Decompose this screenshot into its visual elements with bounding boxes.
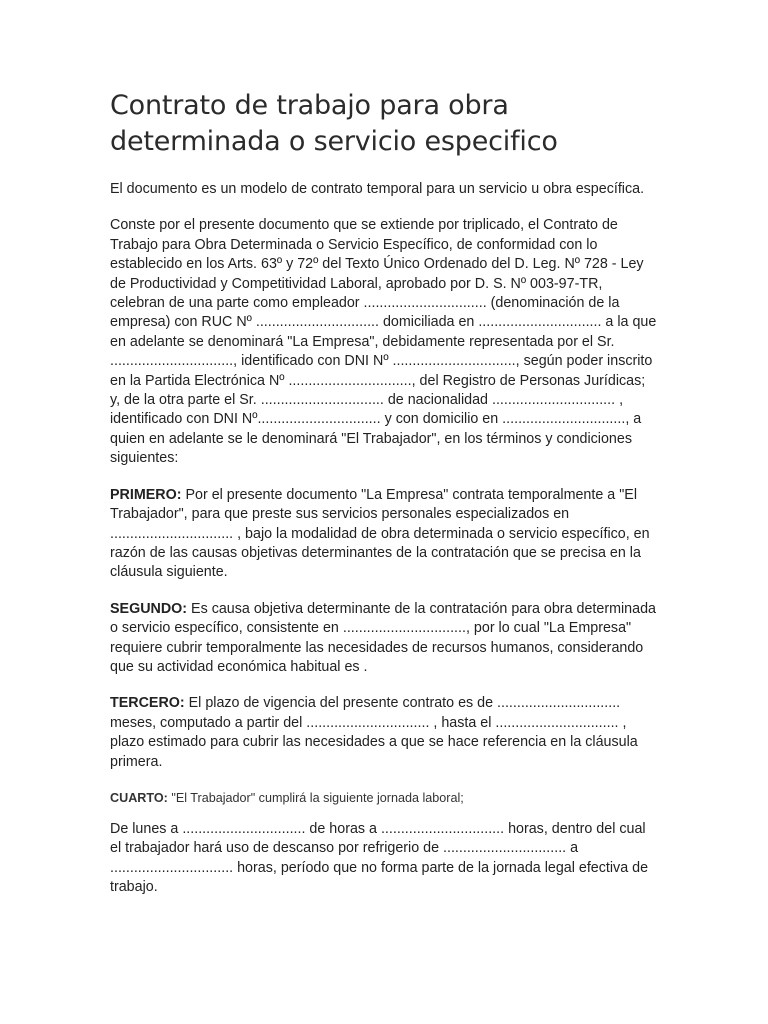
contract-preamble: Conste por el presente documento que se extiende por triplicado, el Contrato de Trabajo para Obra Determinada o Servicio Específico, de conformidad con lo establecido en los Arts. 63º y 72º del Texto Único Ordenado del D. Leg. Nº 728 - Ley de Productividad y Competitividad Laboral, aprobado por D. S. Nº 003-97-TR, celebran de una parte como empleador ............................... (denominación de la empresa) con RUC Nº ............................... domiciliada en ............................... a la que en adelante se denominará "La Empresa", debidamente representada por el Sr. ..............................., identificado con DNI Nº ..............................., según poder inscrito en la Partida Electrónica Nº ..............................., del Registro de Personas Jurídicas; y, de la otra parte el Sr. ............................... de nacionalidad ............................... , identificado con DNI Nº............................... y con domicilio en ..............................., a quien en adelante se le denominará "El Trabajador", en los términos y condiciones siguientes:	[110, 217, 657, 467]
document-title: Contrato de trabajo para obra determinada o servicio especifico	[110, 90, 558, 157]
clause-text: Es causa objetiva determinante de la contratación para obra determinada o servicio específico, consistente en ..............................., por lo cual "La Empresa" requiere cubrir temporalmente las necesidades de recursos humanos, considerando que su actividad económica habitual es .	[110, 600, 656, 675]
work-schedule: De lunes a ............................... de horas a ............................... horas, dentro del cual el trabajador hará uso de descanso por refrigerio de ............................... a ............................... horas, período que no forma parte de la jornada legal efectiva de trabajo.	[110, 820, 649, 896]
clause-text: "El Trabajador" cumplirá la siguiente jornada laboral;	[167, 790, 464, 805]
clause-primero	[110, 486, 658, 583]
clause-label: PRIMERO:	[110, 486, 182, 503]
document-page	[110, 88, 658, 915]
clause-text: Por el presente documento "La Empresa" contrata temporalmente a "El Trabajador", para que preste sus servicios personales especializados en ............................... , bajo la modalidad de obra determinada o servicio específico, en razón de las causas objetivas determinantes de la contratación que se precisa en la cláusula siguiente.	[110, 486, 650, 581]
clause-tercero	[110, 694, 658, 772]
clause-label: TERCERO:	[110, 695, 185, 712]
clause-cuarto	[110, 789, 658, 808]
clause-segundo	[110, 600, 658, 678]
document-summary: El documento es un modelo de contrato temporal para un servicio u obra específica.	[110, 181, 645, 197]
clause-text: El plazo de vigencia del presente contrato es de ............................... meses, computado a partir del ............................... , hasta el ............................... , plazo estimado para cubrir las necesidades a que se hace referencia en la cláusula primera.	[110, 695, 638, 770]
clause-label: SEGUNDO:	[110, 600, 188, 617]
clause-label: CUARTO:	[110, 790, 168, 805]
